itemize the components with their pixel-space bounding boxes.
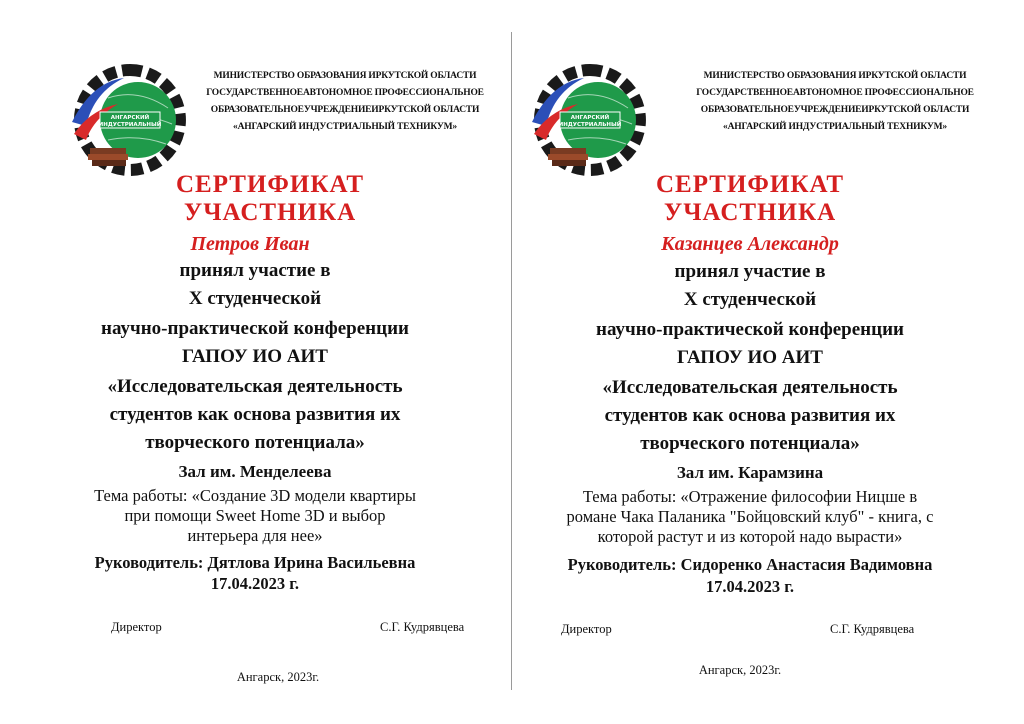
conference-line1: X студенческой — [188, 288, 322, 309]
topic-line1: «Исследовательская деятельность — [107, 376, 403, 397]
participant-name: Петров Иван — [190, 233, 310, 255]
supervisor: Руководитель: Сидоренко Анастасия Вадимовна — [567, 555, 933, 574]
header-line: ОБРАЗОВАТЕЛЬНОЕУЧРЕЖДЕНИЕИРКУТСКОЙ ОБЛАСТИ — [210, 105, 480, 115]
hall-label: Зал им. Карамзина — [676, 463, 824, 482]
college-logo — [520, 62, 660, 178]
certificate-date: 17.04.2023 г. — [210, 574, 300, 593]
certificate-title-line1: СЕРТИФИКАТ — [655, 171, 844, 198]
certificate-left — [10, 0, 510, 724]
topic-line3: творческого потенциала» — [145, 432, 365, 453]
director-label: Директор — [111, 620, 162, 634]
theme-line: при помощи Sweet Home 3D и выбор — [124, 506, 386, 525]
header-line: «АНГАРСКИЙ ИНДУСТРИАЛЬНЫЙ ТЕХНИКУМ» — [233, 122, 457, 132]
theme-line: которой растут и из которой надо вырасти» — [597, 527, 903, 546]
conference-line3: ГАПОУ ИО АИТ — [677, 347, 823, 368]
certificate-date: 17.04.2023 г. — [705, 577, 795, 596]
college-logo — [60, 62, 200, 178]
city-year: Ангарск, 2023г. — [236, 670, 320, 684]
took-part-text: принял участие в — [179, 260, 331, 281]
theme-line: интерьера для нее» — [187, 526, 323, 545]
topic-line1: «Исследовательская деятельность — [602, 377, 898, 398]
theme-line: романе Чака Паланика "Бойцовский клуб" - книга, с — [566, 507, 934, 526]
topic-line3: творческого потенциала» — [640, 433, 860, 454]
header-line: МИНИСТЕРСТВО ОБРАЗОВАНИЯ ИРКУТСКОЙ ОБЛАСТИ — [213, 71, 477, 81]
header-line: ОБРАЗОВАТЕЛЬНОЕУЧРЕЖДЕНИЕИРКУТСКОЙ ОБЛАСТИ — [700, 105, 970, 115]
ministry-header — [190, 68, 500, 136]
conference-line3: ГАПОУ ИО АИТ — [182, 346, 328, 367]
header-line: МИНИСТЕРСТВО ОБРАЗОВАНИЯ ИРКУТСКОЙ ОБЛАСТИ — [703, 71, 967, 81]
certificate-right — [512, 0, 1012, 724]
hall-label: Зал им. Менделеева — [178, 462, 332, 481]
conference-line2: научно-практической конференции — [596, 319, 904, 340]
certificate-title-line1: СЕРТИФИКАТ — [175, 171, 364, 198]
director-name: С.Г. Кудрявцева — [380, 620, 465, 634]
header-line: «АНГАРСКИЙ ИНДУСТРИАЛЬНЫЙ ТЕХНИКУМ» — [723, 122, 947, 132]
svg-text:АНГАРСКИЙ: АНГАРСКИЙ — [110, 115, 150, 121]
ministry-header — [680, 68, 990, 136]
svg-text:ИНДУСТРИАЛЬНЫЙ: ИНДУСТРИАЛЬНЫЙ — [98, 122, 162, 128]
took-part-text: принял участие в — [674, 261, 826, 282]
theme-line: Тема работы: «Отражение философии Ницше в — [582, 487, 918, 506]
header-line: ГОСУДАРСТВЕННОЕАВТОНОМНОЕ ПРОФЕССИОНАЛЬНОЕ — [696, 88, 974, 98]
director-label: Директор — [561, 622, 612, 636]
participant-name: Казанцев Александр — [661, 233, 839, 255]
city-year: Ангарск, 2023г. — [698, 663, 782, 677]
theme-line: Тема работы: «Создание 3D модели квартиры — [94, 486, 416, 505]
director-name: С.Г. Кудрявцева — [830, 622, 915, 636]
svg-text:АНГАРСКИЙ: АНГАРСКИЙ — [570, 115, 610, 121]
svg-text:ИНДУСТРИАЛЬНЫЙ: ИНДУСТРИАЛЬНЫЙ — [558, 122, 622, 128]
conference-line2: научно-практической конференции — [101, 318, 409, 339]
supervisor: Руководитель: Дятлова Ирина Васильевна — [94, 553, 416, 572]
certificate-title-line2: УЧАСТНИКА — [183, 199, 357, 226]
conference-line1: X студенческой — [683, 289, 817, 310]
certificate-title-line2: УЧАСТНИКА — [663, 199, 837, 226]
topic-line2: студентов как основа развития их — [109, 404, 401, 425]
header-line: ГОСУДАРСТВЕННОЕАВТОНОМНОЕ ПРОФЕССИОНАЛЬНОЕ — [206, 88, 484, 98]
topic-line2: студентов как основа развития их — [604, 405, 896, 426]
